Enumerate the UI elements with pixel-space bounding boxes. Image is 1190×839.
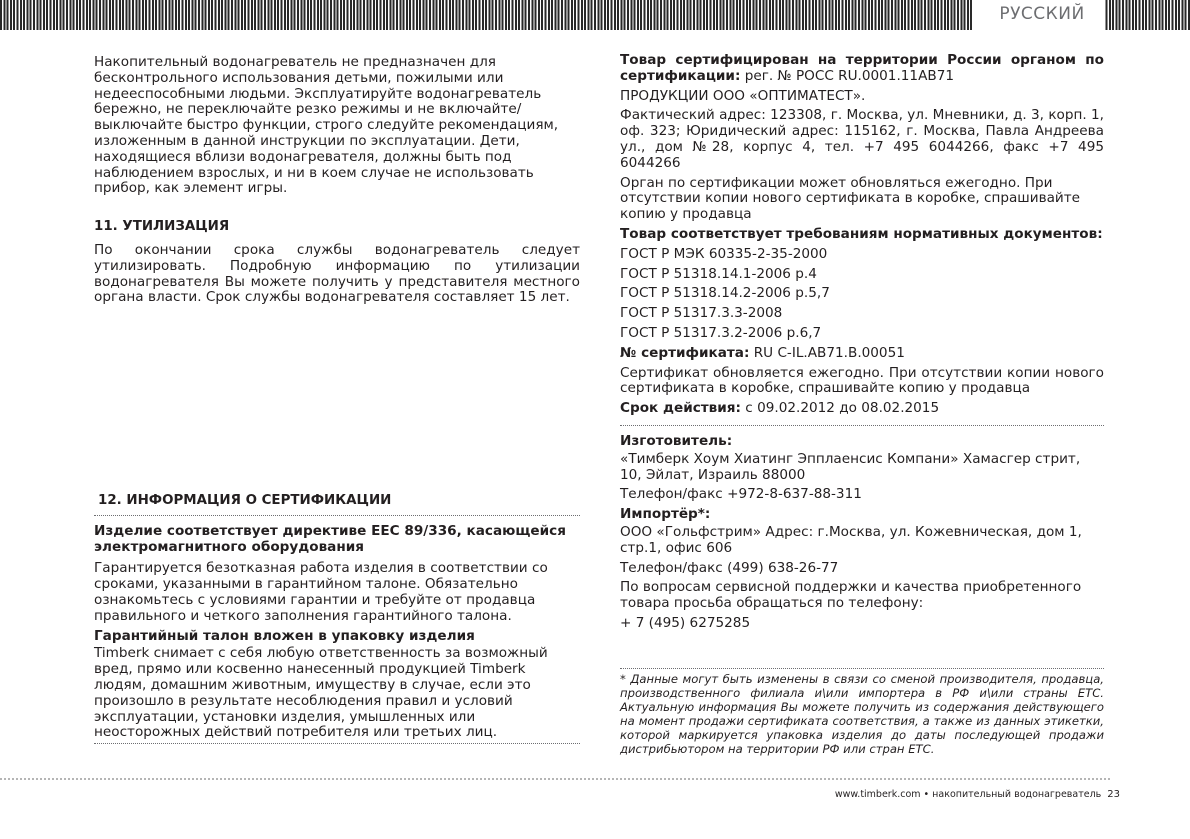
importer-text: ООО «Гольфстрим» Адрес: г.Москва, ул. Кожевническая, дом 1, стр.1, офис 606 [620,523,1082,556]
liability-text: Timberk снимает с себя любую ответственность за возможный вред, прямо или косвенно нанесенный продукцией Timberk людям, домашним животным, имуществу в случае, если это произошло в результате несоблюдения правил и условий эксплуатации, установки изделия, умышленных или неосторожных действий потребителя или третьих лиц. [94,646,580,744]
standard-item: ГОСТ Р 51318.14.1-2006 р.4 [620,265,817,282]
cert-org: ПРОДУКЦИИ ООО «ОПТИМАТЕСТ». [620,87,866,104]
service-phone: + 7 (495) 6275285 [620,614,751,631]
standards-heading: Товар соответствует требованиям нормативных документов: [620,225,1103,242]
cert-update-text: Сертификат обновляется ежегодно. При отсутствии копии нового сертификата в коробке, спрашивайте копию у продавца [620,364,1104,397]
left-column [94,55,580,306]
cert-number-value: RU C-IL.AB71.B.00051 [749,344,905,361]
yearly-update-text: Орган по сертификации может обновляться ежегодно. При отсутствии копии нового сертификата в коробке, спрашивайте копию у продавца [620,174,1081,223]
manufacturer-phone: Телефон/факс +972-8-637-88-311 [620,486,862,503]
emc-heading: Изделие соответствует директиве EEC 89/336, касающейся электромагнитного оборудования [94,522,566,555]
section-11-text: По окончании срока службы водонагреватель следует утилизировать. Подробную информацию по утилизации водонагревателя Вы можете получить у представителя местного органа власти. Срок службы водонагревателя составляет 15 лет. [94,241,580,306]
footnote: * Данные могут быть изменены в связи со сменой производителя, продавца, производственного филиала и\или импортера в РФ и\или страны ЕТС. Актуальную информация Вы можете получить из содержания действующего на момент продажи сертификата соответствия, а также из данных этикетки, которой маркируется упаковка изделия до даты последующей продажи дистрибьютором на территории РФ или стран ЕТС. [620,668,1104,756]
cert-number-label: № сертификата: [620,344,750,361]
footer-divider [0,778,1110,780]
manufacturer-label: Изготовитель: [620,432,733,449]
coupon-heading: Гарантийный талон вложен в упаковку изделия [94,627,475,644]
standard-item: ГОСТ Р 51318.14.2-2006 р.5,7 [620,285,830,302]
right-column [620,53,1104,632]
importer-phone: Телефон/факс (499) 638-26-77 [620,559,839,576]
language-label: РУССКИЙ [999,4,1085,24]
service-text: По вопросам сервисной поддержки и качества приобретенного товара просьба обращаться по телефону: [620,579,1082,612]
page-number: 23 [1107,789,1120,800]
warranty-text: Гарантируется безотказная работа изделия в соответствии со сроками, указанными в гарантийном талоне. Обязательно ознакомьтесь с условиями гарантии и требуйте от продавца правильного и четкого заполнения гарантийного талона. [94,560,548,624]
cert-body-paragraph [620,53,1104,85]
importer-label: Импортёр*: [620,506,711,523]
address-text: Фактический адрес: 123308, г. Москва, ул. Мневники, д. 3, корп. 1, оф. 323; Юридический адрес: 115162, г. Москва, Павла Андреева ул., дом №28, корпус 4, тел. +7 495 6044266, факс +7 495 6044266 [620,107,1104,171]
manufacturer-text: «Тимберк Хоум Хиатинг Эпплаенсис Компани» Хамасгер стрит, 10, Эйлат, Израиль 88000 [620,450,1081,483]
section-11-title: 11. УТИЛИЗАЦИЯ [94,219,230,235]
cert-reg-number: рег. № РОСС RU.0001.11АВ71 [740,67,955,84]
intro-paragraph: Накопительный водонагреватель не предназначен для бесконтрольного использования детьми, пожилыми или недееспособными людьми. Эксплуатируйте водонагреватель бережно, не переключайте резко режимы и не включайте/выключайте быстро функции, строго следуйте рекомендациям, изложенным в данной инструкции по эксплуатации. Дети, находящиеся вблизи водонагревателя, должны быть под наблюдением взрослых, и ни в коем случае не использовать прибор, как элемент игры. [94,54,559,197]
standard-item: ГОСТ Р МЭК 60335-2-35-2000 [620,245,828,262]
cert-body-label: Товар сертифицирован на территории России органом по сертификации: [620,52,1104,84]
section-12 [94,493,580,744]
cert-number [620,346,1104,362]
standard-item: ГОСТ Р 51317.3.2-2006 р.6,7 [620,324,822,341]
standard-item: ГОСТ Р 51317.3.3-2008 [620,305,783,322]
footer-site: www.timberk.com • накопительный водонагреватель [834,789,1102,800]
validity-label: Срок действия: [620,400,741,417]
section-12-title: 12. ИНФОРМАЦИЯ О СЕРТИФИКАЦИИ [94,493,580,516]
page-footer [800,789,1120,800]
validity [620,401,1104,426]
validity-value: с 09.02.2012 до 08.02.2015 [740,400,940,417]
